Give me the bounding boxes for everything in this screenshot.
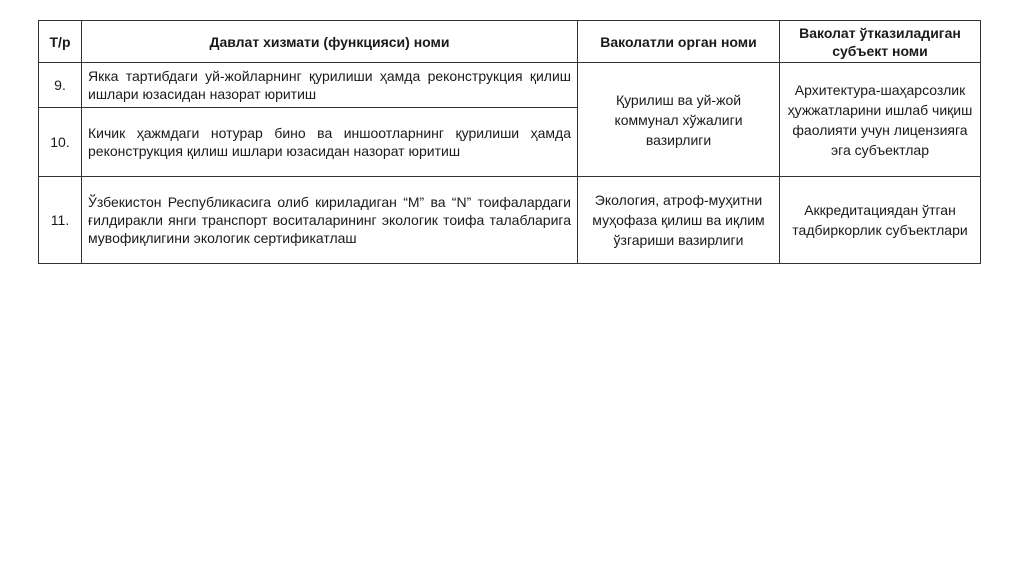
- table-header-row: [39, 21, 981, 63]
- header-delegated-subject: Ваколат ўтказиладиган субъект номи: [780, 21, 981, 63]
- table-row: [39, 177, 981, 264]
- row-number: 11.: [39, 177, 82, 264]
- authorized-organ-cell: Экология, атроф-муҳитни муҳофаза қилиш ва иқлим ўзгариши вазирлиги: [578, 177, 780, 264]
- service-name-cell: Якка тартибдаги уй-жойларнинг қурилиши ҳамда реконструкция қилиш ишлари юзасидан назорат юритиш: [82, 63, 578, 108]
- service-name-cell: Кичик ҳажмдаги нотурар бино ва иншоотларнинг қурилиши ҳамда реконструкция қилиш ишлари юзасидан назорат юритиш: [82, 108, 578, 177]
- row-number: 10.: [39, 108, 82, 177]
- authorized-organ-cell: Қурилиш ва уй-жой коммунал хўжалиги вазирлиги: [578, 63, 780, 177]
- service-name-cell: Ўзбекистон Республикасига олиб кириладиган “M” ва “N” тоифалардаги ғилдиракли янги транспорт воситаларининг экологик тоифа талабларига мувофиқлигини экологик сертификатлаш: [82, 177, 578, 264]
- delegated-subject-cell: Аккредитациядан ўтган тадбиркорлик субъектлари: [780, 177, 981, 264]
- delegated-subject-cell: Архитектура-шаҳарсозлик ҳужжатларини ишлаб чиқиш фаолияти учун лицензияга эга субъектлар: [780, 63, 981, 177]
- header-authorized-organ: Ваколатли орган номи: [578, 21, 780, 63]
- header-service-name: Давлат хизмати (функцияси) номи: [82, 21, 578, 63]
- table-row: [39, 63, 981, 108]
- header-number: Т/р: [39, 21, 82, 63]
- row-number: 9.: [39, 63, 82, 108]
- delegation-table: [38, 20, 981, 264]
